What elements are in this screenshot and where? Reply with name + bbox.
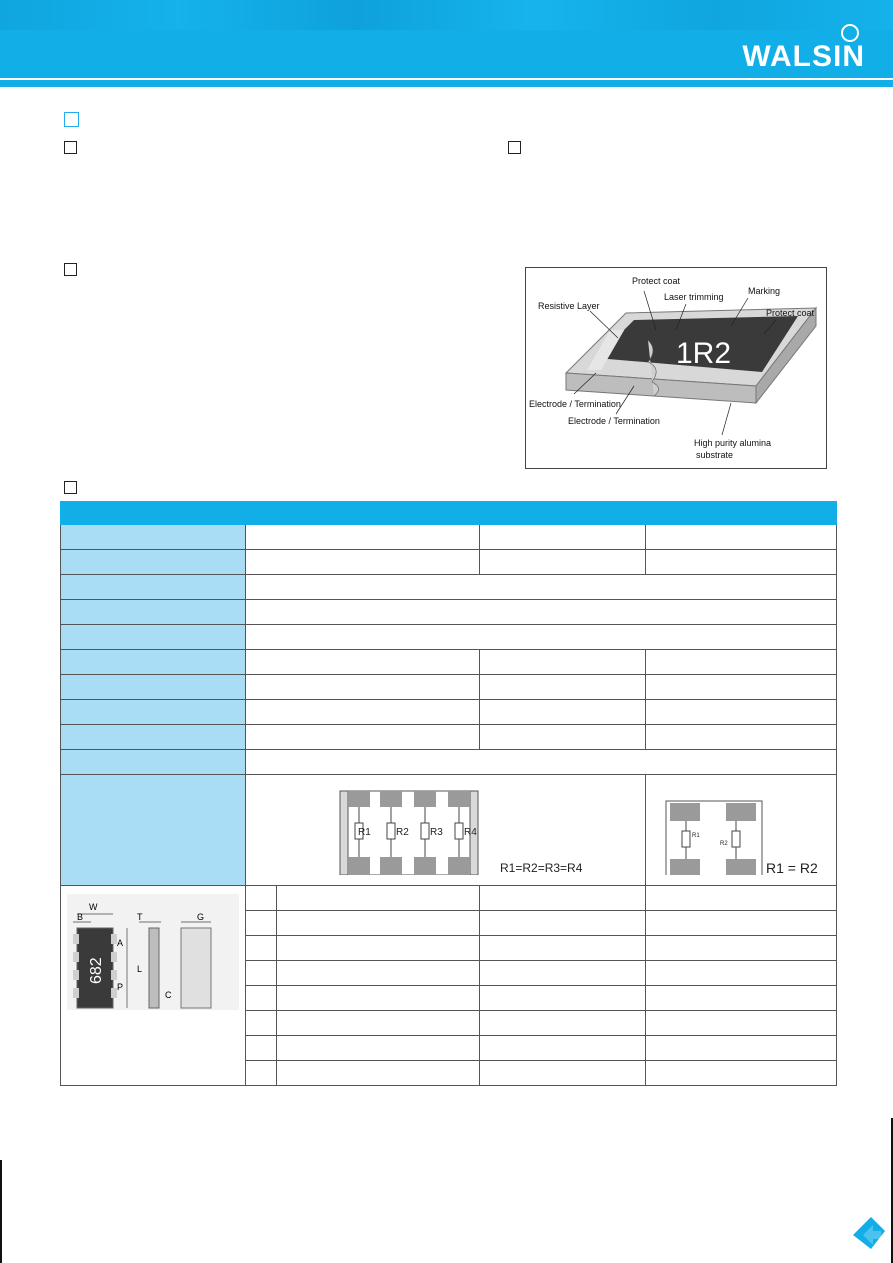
dimension-chip-marking: 682 <box>88 957 105 984</box>
section-checkbox-main <box>64 112 79 127</box>
table-row <box>61 525 837 550</box>
circuit-4-equation: R1=R2=R3=R4 <box>500 861 583 875</box>
label-protect-coat-right: Protect coat <box>766 308 815 318</box>
label-electrode-1: Electrode / Termination <box>529 399 621 409</box>
section-checkbox-applications <box>508 141 521 154</box>
label-protect-coat-top: Protect coat <box>632 276 681 286</box>
brand-logo: WALSIN <box>742 40 865 73</box>
dimension-row <box>61 886 837 911</box>
dim-b: B <box>77 912 84 922</box>
header-texture <box>0 0 893 30</box>
label-substrate-2: substrate <box>696 450 734 460</box>
table-row <box>61 675 837 700</box>
chip-marking: 1R2 <box>676 337 732 370</box>
label-resistive-layer: Resistive Layer <box>538 301 600 311</box>
dim-l: L <box>137 964 143 974</box>
table-row <box>61 750 837 775</box>
circuit-4-r3: R3 <box>430 827 443 838</box>
circuit-4-r2: R2 <box>396 827 409 838</box>
header-rule <box>0 80 893 87</box>
page-corner-arrow-icon <box>849 1213 889 1253</box>
dim-p: P <box>117 982 124 992</box>
spec-header-row <box>61 502 837 525</box>
dimension-drawing <box>61 886 245 1016</box>
table-row <box>61 700 837 725</box>
dim-w: W <box>89 902 98 912</box>
circuit-4-cell <box>246 775 646 886</box>
circuit-4-r1: R1 <box>358 827 371 838</box>
circuit-2-cell <box>646 775 837 886</box>
spec-table <box>60 501 837 1086</box>
table-row <box>61 575 837 600</box>
dim-t: T <box>137 912 143 922</box>
label-substrate-1: High purity alumina <box>694 438 772 448</box>
circuit-row <box>61 775 837 886</box>
dim-c: C <box>165 990 172 1000</box>
section-checkbox-specs <box>64 481 77 494</box>
section-checkbox-features <box>64 141 77 154</box>
label-marking: Marking <box>748 286 781 296</box>
dim-a: A <box>117 938 124 948</box>
circuit-4-diagram <box>246 775 606 875</box>
circuit-2-equation: R1 = R2 <box>766 860 818 875</box>
table-row <box>61 550 837 575</box>
margin-rule-left <box>0 1160 2 1263</box>
table-row <box>61 650 837 675</box>
circuit-2-r1: R1 <box>692 833 700 839</box>
circuit-2-r2: R2 <box>720 841 728 847</box>
circuit-4-r4: R4 <box>464 827 477 838</box>
header-cell-values <box>246 502 837 525</box>
label-electrode-2: Electrode / Termination <box>568 416 660 426</box>
circuit-2-diagram <box>646 775 836 875</box>
dimension-cell <box>61 886 246 1086</box>
table-row <box>61 600 837 625</box>
label-laser-trimming: Laser trimming <box>664 292 724 302</box>
page-header <box>0 0 893 78</box>
header-cell-label <box>61 502 246 525</box>
construction-figure <box>525 267 827 469</box>
table-row <box>61 625 837 650</box>
section-checkbox-construction <box>64 263 77 276</box>
table-row <box>61 725 837 750</box>
dim-g: G <box>197 912 205 922</box>
